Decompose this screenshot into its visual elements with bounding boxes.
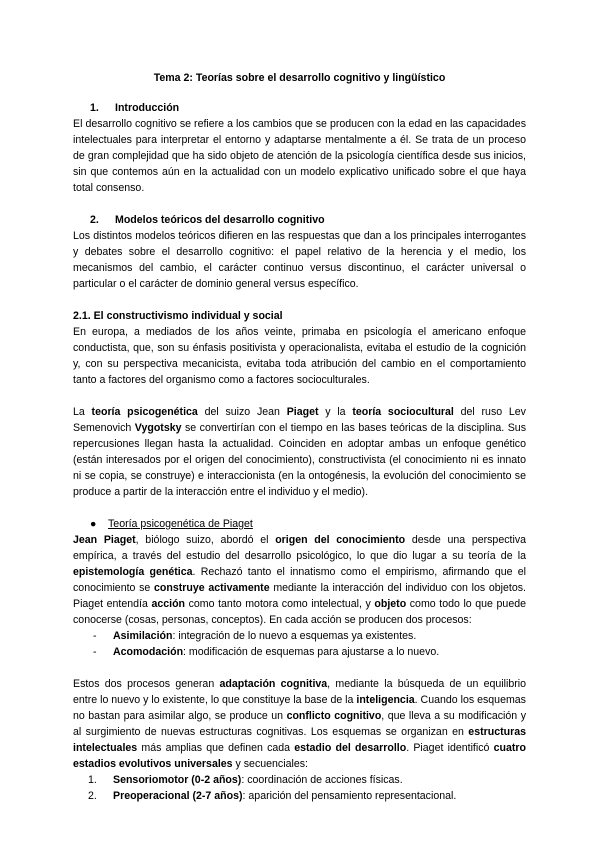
piaget-heading: Teoría psicogenética de Piaget xyxy=(108,518,253,530)
bullet-icon: ● xyxy=(90,518,97,530)
section-2-1-heading: 2.1. El constructivismo individual y social xyxy=(73,310,283,322)
section-2-1-paragraph-2: La teoría psicogenética del suizo Jean Piaget y la teoría sociocultural del ruso Lev Semenovich Vygotsky se convertirían con el tiempo en las bases teóricas de la disciplina. Sus repercusiones llegan hasta la actualidad. Coinciden en adoptar ambas un enfoque genético (están interesados por el origen del conocimiento), constructivista (el conocimiento ni es innato ni se copia, se construye) e interaccionista (en la ontogénesis, la evolución del conocimiento se produce a partir de la interacción entre el individuo y el medio). xyxy=(73,406,526,498)
list-item: - Acomodación: modificación de esquemas para ajustarse a lo nuevo. xyxy=(93,646,440,658)
section-2-number: 2. xyxy=(90,214,99,226)
section-2-paragraph: Los distintos modelos teóricos difieren en las respuestas que dan a los principales interrogantes y debates sobre el desarrollo cognitivo: el papel relativo de la herencia y el medio, los mecanismos del cambio, el carácter continuo versus discontinuo, el carácter universal o particular o el carácter de dominio general versus específico. xyxy=(73,230,526,290)
list-item: 1. Sensoriomotor (0-2 años): coordinación de acciones físicas. xyxy=(88,774,403,786)
document-page xyxy=(73,70,526,804)
list-item: - Asimilación: integración de lo nuevo a esquemas ya existentes. xyxy=(93,630,417,642)
section-1-title: Introducción xyxy=(115,102,180,114)
dash-icon: - xyxy=(93,630,97,642)
dash-icon: - xyxy=(93,646,97,658)
processes-list xyxy=(73,628,526,660)
section-1-number: 1. xyxy=(90,102,99,114)
section-1-heading xyxy=(73,100,526,116)
piaget-paragraph-2: Estos dos procesos generan adaptación cognitiva, mediante la búsqueda de un equilibrio entre lo nuevo y lo existente, lo que constituye la base de la inteligencia. Cuando los esquemas no bastan para asimilar algo, se produce un conflicto cognitivo, que lleva a su modificación y al surgimiento de nuevas estructuras cognitivas. Los esquemas se organizan en estructuras intelectuales más amplias que definen cada estadio del desarrollo. Piaget identificó cuatro estadios evolutivos universales y secuenciales: xyxy=(73,678,526,770)
piaget-paragraph-1: Jean Piaget, biólogo suizo, abordó el origen del conocimiento desde una perspectiva empírica, a través del estudio del desarrollo psicológico, lo que dio lugar a su teoría de la epistemología genética. Rechazó tanto el innatismo como el empirismo, afirmando que el conocimiento se construye activamente mediante la interacción del individuo con los objetos. Piaget entendía acción como tanto motora como intelectual, y objeto como todo lo que puede conocerse (cosas, personas, conceptos). En cada acción se producen dos procesos: xyxy=(73,534,527,626)
piaget-bullet-heading xyxy=(73,516,526,532)
section-2-title: Modelos teóricos del desarrollo cognitivo xyxy=(115,214,325,226)
section-2-1-paragraph-1: En europa, a mediados de los años veinte, primaba en psicología el americano enfoque conductista, que, son su énfasis positivista y operacionalista, evitaba el estudio de la cognición y, con su perspectiva mecanicista, evitaba toda atribución del cambio en el comportamiento tanto a factores del organismo como a factores socioculturales. xyxy=(73,326,526,386)
section-1-paragraph: El desarrollo cognitivo se refiere a los cambios que se producen con la edad en las capacidades intelectuales para interpretar el entorno y adaptarse mentalmente a él. Se trata de un proceso de gran complejidad que ha sido objeto de atención de la psicología científica desde sus inicios, sin que contemos aún en la actualidad con un modelo explicativo unificado sobre el que haya total consenso. xyxy=(73,118,526,194)
list-number: 1. xyxy=(88,774,97,786)
list-item: 2. Preoperacional (2-7 años): aparición del pensamiento representacional. xyxy=(88,790,457,802)
list-number: 2. xyxy=(88,790,97,802)
stages-list xyxy=(73,772,526,804)
section-2-heading xyxy=(73,212,526,228)
document-title: Tema 2: Teorías sobre el desarrollo cognitivo y lingüístico xyxy=(153,72,446,84)
